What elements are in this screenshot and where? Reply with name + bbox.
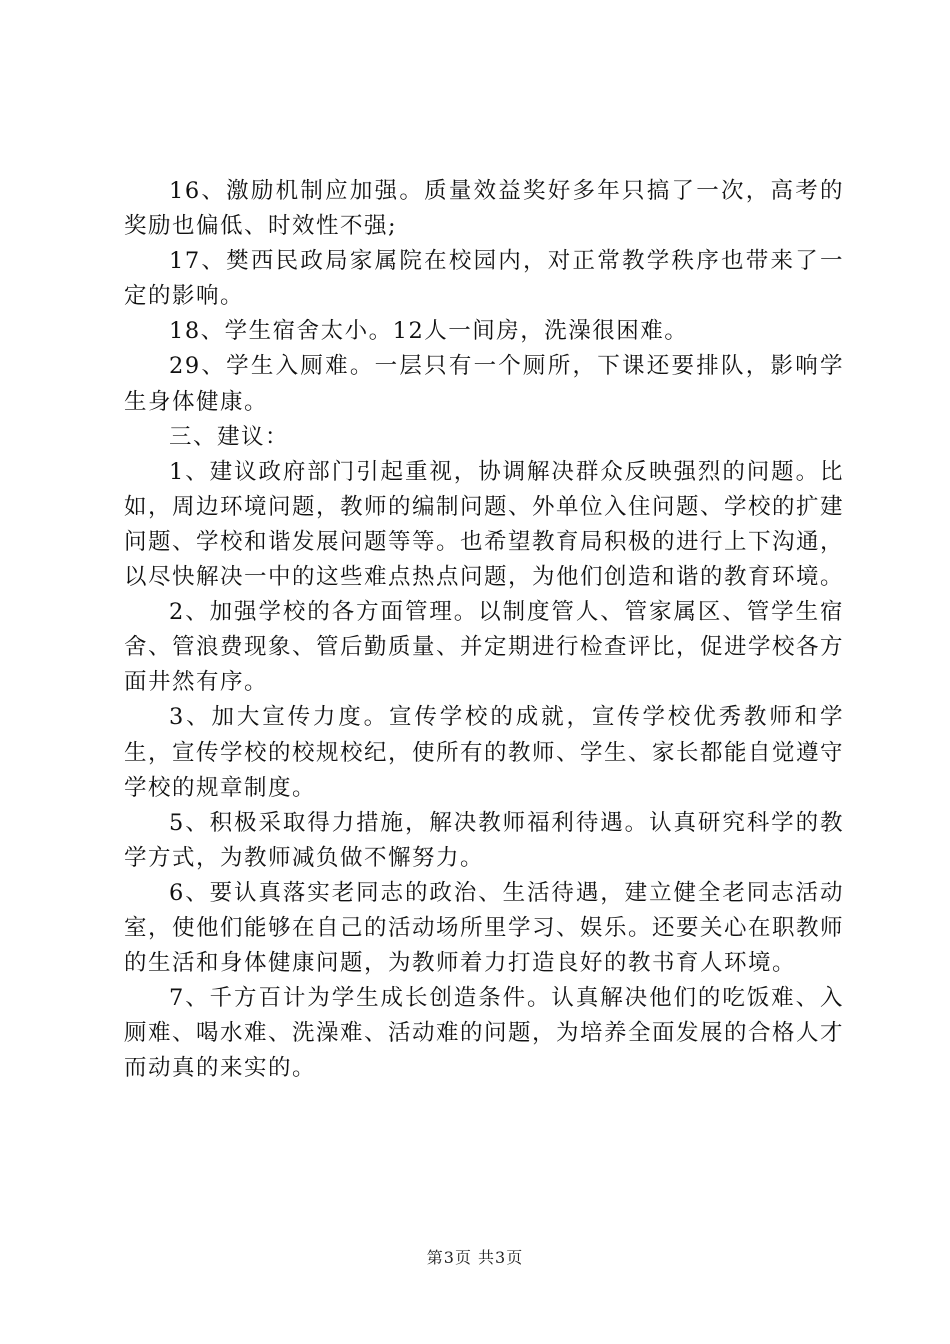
suggestion-item-3: 3、加大宣传力度。宣传学校的成就，宣传学校优秀教师和学生，宣传学校的校规校纪，使所有的教师、学生、家长都能自觉遵守学校的规章制度。 [124, 704, 845, 801]
suggestion-item-5: 5、积极采取得力措施，解决教师福利待遇。认真研究科学的教学方式，为教师减负做不懈努力。 [124, 809, 844, 871]
paragraph-item-16: 16、激励机制应加强。质量效益奖好多年只搞了一次，高考的奖励也偏低、时效性不强; [124, 178, 844, 240]
suggestion-item-7: 7、千方百计为学生成长创造条件。认真解决他们的吃饭难、入厕难、喝水难、洗澡难、活动难的问题，为培养全面发展的合格人才而动真的来实的。 [124, 985, 845, 1082]
paragraph-item-18: 18、学生宿舍太小。12人一间房，洗澡很困难。 [169, 318, 689, 345]
suggestion-item-6: 6、要认真落实老同志的政治、生活待遇，建立健全老同志活动室，使他们能够在自己的活动场所里学习、娱乐。还要关心在职教师的生活和身体健康问题，为教师着力打造良好的教书育人环境。 [124, 879, 845, 977]
paragraph-item-29: 29、学生入厕难。一层只有一个厕所，下课还要排队，影响学生身体健康。 [124, 353, 844, 415]
document-body [124, 174, 844, 1086]
paragraph-item-17: 17、樊西民政局家属院在校园内，对正常教学秩序也带来了一定的影响。 [124, 248, 844, 310]
suggestion-item-2: 2、加强学校的各方面管理。以制度管人、管家属区、管学生宿舍、管浪费现象、管后勤质量、并定期进行检查评比，促进学校各方面井然有序。 [124, 599, 845, 696]
page-footer: 第3页 共3页 [426, 1248, 524, 1267]
suggestion-item-1: 1、建议政府部门引起重视，协调解决群众反映强烈的问题。比如，周边环境问题，教师的编制问题、外单位入住问题、学校的扩建问题、学校和谐发展问题等等。也希望教育局积极的进行上下沟通，以尽快解决一中的这些难点热点问题，为他们创造和谐的教育环境。 [124, 458, 845, 591]
section-heading-suggestions: 三、建议： [169, 423, 290, 450]
